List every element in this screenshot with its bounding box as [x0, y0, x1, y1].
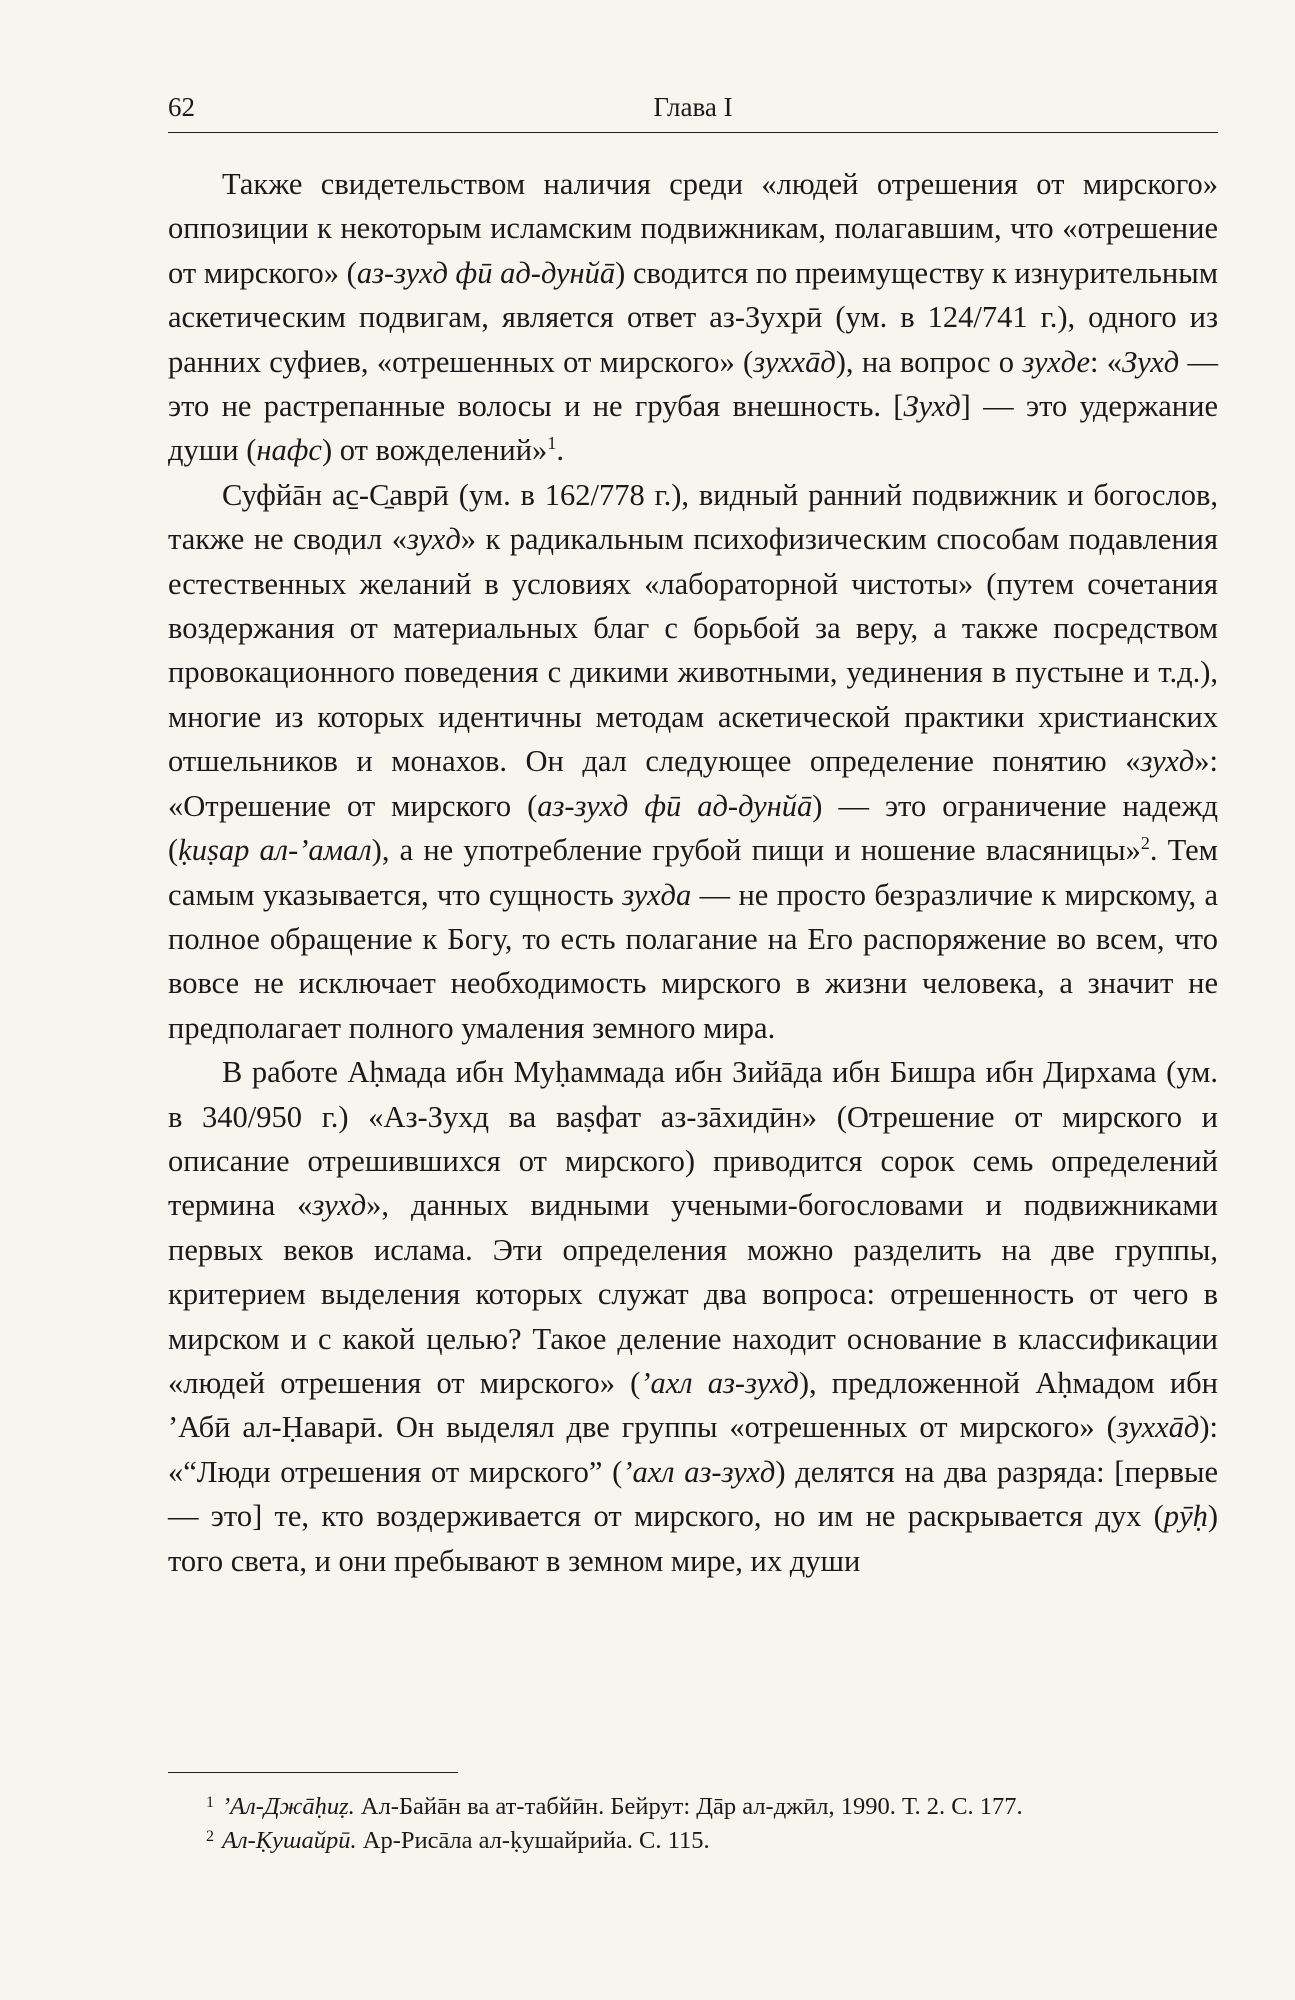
footnote-divider [168, 1772, 458, 1773]
running-title: Глава I [653, 92, 733, 122]
footnote-ref-2: 2 [1140, 832, 1150, 853]
footnote-mark: 2 [206, 1828, 214, 1845]
footnotes [168, 1790, 1218, 1858]
footnote-2: 2 Ал-Ḳушайрӣ. Ар-Рисāла ал-ḳушайрийа. С. 115. [168, 1824, 1218, 1858]
page-number: 62 [168, 92, 195, 122]
footnote-mark: 1 [206, 1794, 214, 1811]
page-header [168, 92, 1218, 133]
footnote-ref-1: 1 [547, 433, 557, 454]
paragraph-1: Также свидетельством наличия среди «людей отрешения от мирского» оппозиции к некоторым исламским подвижникам, полагавшим, что «отрешение от мирского» (аз-зухд фӣ ад-дунйā) сводится по преимуществу к изнурительным аскетическим подвигам, является ответ аз-Зухрӣ (ум. в 124/741 г.), одного из ранних суфиев, «отрешенных от мирского» (зуххāд), на вопрос о зухде: «Зухд — это не растрепанные волосы и не грубая внешность. [Зухд] — это удержание души (нафс) от вожделений»$^1$. [168, 167, 1219, 468]
paragraph-2: Суфйāн аc̱-С̱аврӣ (ум. в 162/778 г.), видный ранний подвижник и богослов, также не сводил «зухд» к радикальным психофизическим способам подавления естественных желаний в условиях «лабораторной чистоты» (путем сочетания воздержания от материальных благ с борьбой за веру, а также посредством провокационного поведения с дикими животными, уединения в пустыне и т.д.), многие из которых идентичны методам аскетической практики христианских отшельников и монахов. Он дал следующее определение понятию «зухд»: «Отрешение от мирского (аз-зухд фӣ ад-дунйā) — это ограничение надежд (ḳиṣар ал-’амал), а не употребление грубой пищи и ношение власяницы»$^2$. Тем самым указывается, что сущность зухда — не просто безразличие к мирскому, а полное обращение к Богу, то есть полагание на Его распоряжение во всем, что вовсе не исключает необходимость мирского в жизни человека, а значит не предполагает полного умаления земного мира. [168, 477, 1218, 1045]
footnote-1: 1 ’Ал-Джāḥиẓ. Ал-Байāн ва ат-табйӣн. Бейрут: Дāр ал-джӣл, 1990. Т. 2. С. 177. [168, 1790, 1218, 1824]
main-text [168, 162, 1218, 1583]
paragraph-3: В работе Аḥмада ибн Муḥаммада ибн Зийāда ибн Бишра ибн Дирхама (ум. в 340/950 г.) «Аз-Зухд ва ваṣфат аз-зāхидӣн» (Отрешение от мирского и описание отрешившихся от мирского) приводится сорок семь определений термина «зухд», данных видными учеными-богословами и подвижниками первых веков ислама. Эти определения можно разделить на две группы, критерием выделения которых служат два вопроса: отрешенность от чего в мирском и с какой целью? Такое деление находит основание в классификации «людей отрешения от мирского» (’ахл аз-зухд), предложенной Аḥмадом ибн ’Абӣ ал-Ḥаварӣ. Он выделял две группы «отрешенных от мирского» (зуххāд): «“Люди отрешения от мирского” (’ахл аз-зухд) делятся на два разряда: [первые — это] те, кто воздерживается от мирского, но им не раскрывается дух (рӯḥ) того света, и они пребывают в земном мире, их души [168, 1055, 1219, 1578]
